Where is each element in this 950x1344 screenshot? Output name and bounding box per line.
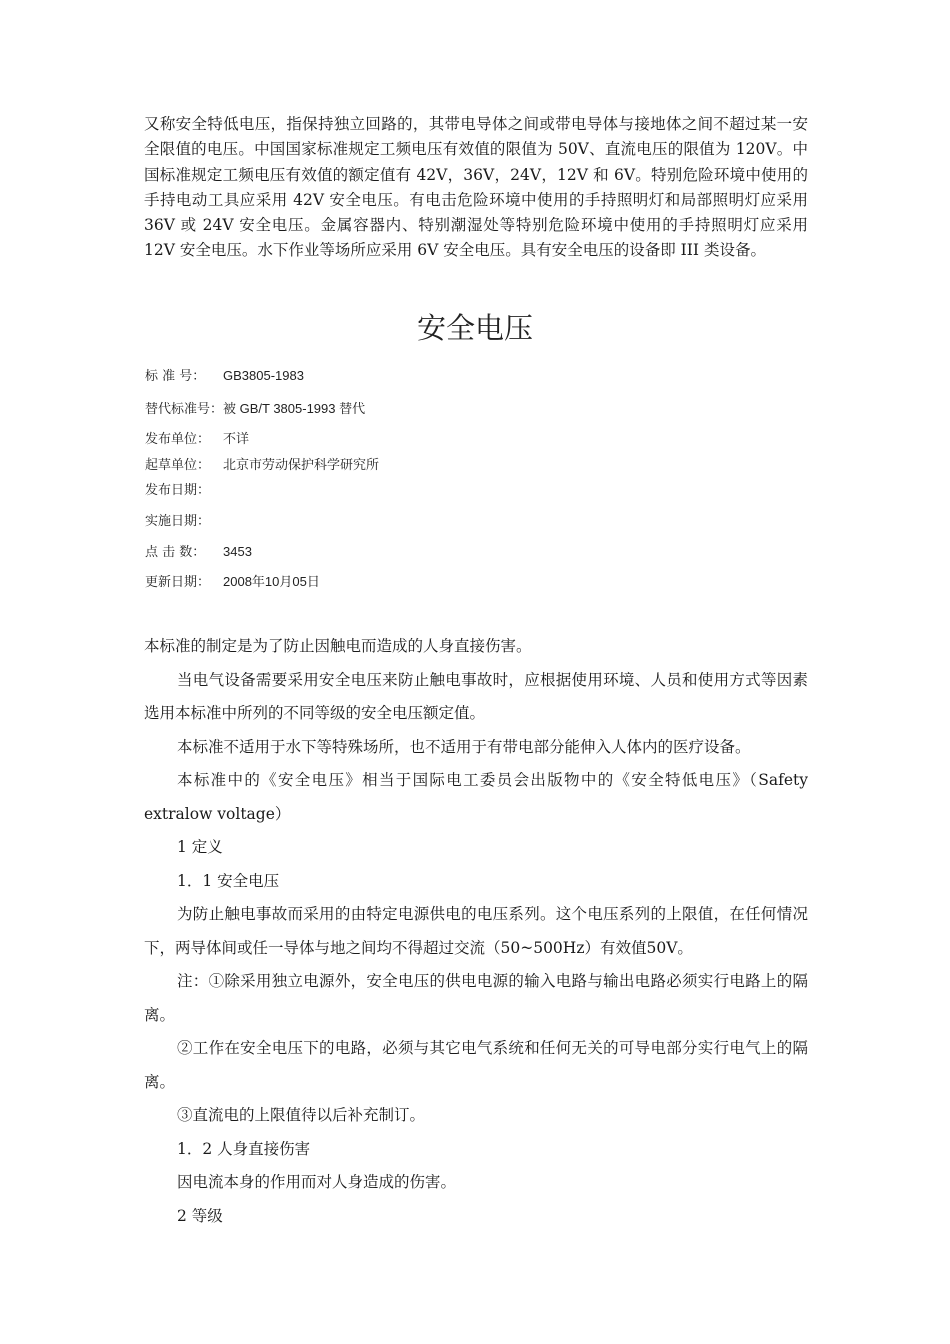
document-title: 安全电压 xyxy=(416,311,533,345)
meta-value: GB3805-1983 xyxy=(223,368,304,383)
meta-value: 不详 xyxy=(223,431,250,446)
meta-row-click-count xyxy=(145,542,252,562)
section-heading-grades: 2 等级 xyxy=(177,1206,223,1225)
body-paragraph-purpose: 本标准的制定是为了防止因触电而造成的人身直接伤害。 xyxy=(144,637,532,655)
note-2: ②工作在安全电压下的电路，必须与其它电气系统和任何无关的可导电部分实行电气上的隔离。 xyxy=(144,1039,808,1091)
note-3: ③直流电的上限值待以后补充制订。 xyxy=(177,1106,426,1124)
meta-label: 起草单位： xyxy=(145,458,211,473)
meta-row-drafter xyxy=(145,455,379,475)
meta-label: 点 击 数： xyxy=(145,545,206,560)
meta-row-standard-number xyxy=(145,366,304,386)
note-1: 注：①除采用独立电源外，安全电压的供电电源的输入电路与输出电路必须实行电路上的隔离。 xyxy=(144,972,808,1024)
meta-row-replacement-standard xyxy=(145,399,365,419)
meta-value: 2008年10月05日 xyxy=(223,574,320,589)
intro-section xyxy=(144,112,808,264)
body-paragraph-usage: 当电气设备需要采用安全电压来防止触电事故时，应根据使用环境、人员和使用方式等因素选用本标准中所列的不同等级的安全电压额定值。 xyxy=(144,670,808,722)
meta-label: 标 准 号： xyxy=(145,369,206,384)
intro-paragraph: 又称安全特低电压，指保持独立回路的，其带电导体之间或带电导体与接地体之间不超过某一安全限值的电压。中国国家标准规定工频电压有效值的限值为 50V、直流电压的限值为 120V。中国标准规定工频电压有效值的额定值有 42V，36V，24V，12V 和 6V。特别危险环境中使用的手持电动工具应采用 42V 安全电压。有电击危险环境中使用的手持照明灯和局部照明灯应采用 36V 或 24V 安全电压。金属容器内、特别潮湿处等特别危险环境中使用的手持照明灯应采用 12V 安全电压。水下作业等场所应采用 6V 安全电压。具有安全电压的设备即 III 类设备。 xyxy=(144,115,808,260)
meta-label: 替代标准号： xyxy=(145,402,224,417)
meta-value: 3453 xyxy=(223,544,252,559)
body-paragraph-scope: 本标准不适用于水下等特殊场所，也不适用于有带电部分能伸入人体内的医疗设备。 xyxy=(177,737,751,756)
subsection-heading-direct-injury: 1．2 人身直接伤害 xyxy=(177,1139,311,1158)
meta-value: 被 GB/T 3805-1993 替代 xyxy=(223,401,366,416)
meta-label: 更新日期： xyxy=(145,575,211,590)
body-paragraph-equivalence: 本标准中的《安全电压》相当于国际电工委员会出版物中的《安全特低电压》（Safety extralow voltage） xyxy=(144,771,808,823)
section-heading-definitions: 1 定义 xyxy=(177,838,223,856)
meta-label: 发布日期： xyxy=(145,483,211,498)
body-paragraph-definition: 为防止触电事故而采用的由特定电源供电的电压系列。这个电压系列的上限值，在任何情况下，两导体间或任一导体与地之间均不得超过交流（50~500Hz）有效值50V。 xyxy=(144,905,808,957)
meta-row-effective-date xyxy=(145,511,223,531)
meta-row-issuer xyxy=(145,429,249,449)
meta-row-update-date xyxy=(145,572,320,592)
meta-label: 发布单位： xyxy=(145,432,211,447)
meta-label: 实施日期： xyxy=(145,514,211,529)
meta-row-publish-date xyxy=(145,480,223,500)
standard-body xyxy=(144,630,808,1233)
meta-value: 北京市劳动保护科学研究所 xyxy=(223,457,380,472)
subsection-heading-safety-voltage: 1．1 安全电压 xyxy=(177,871,280,890)
body-paragraph-injury-definition: 因电流本身的作用而对人身造成的伤害。 xyxy=(177,1173,457,1191)
